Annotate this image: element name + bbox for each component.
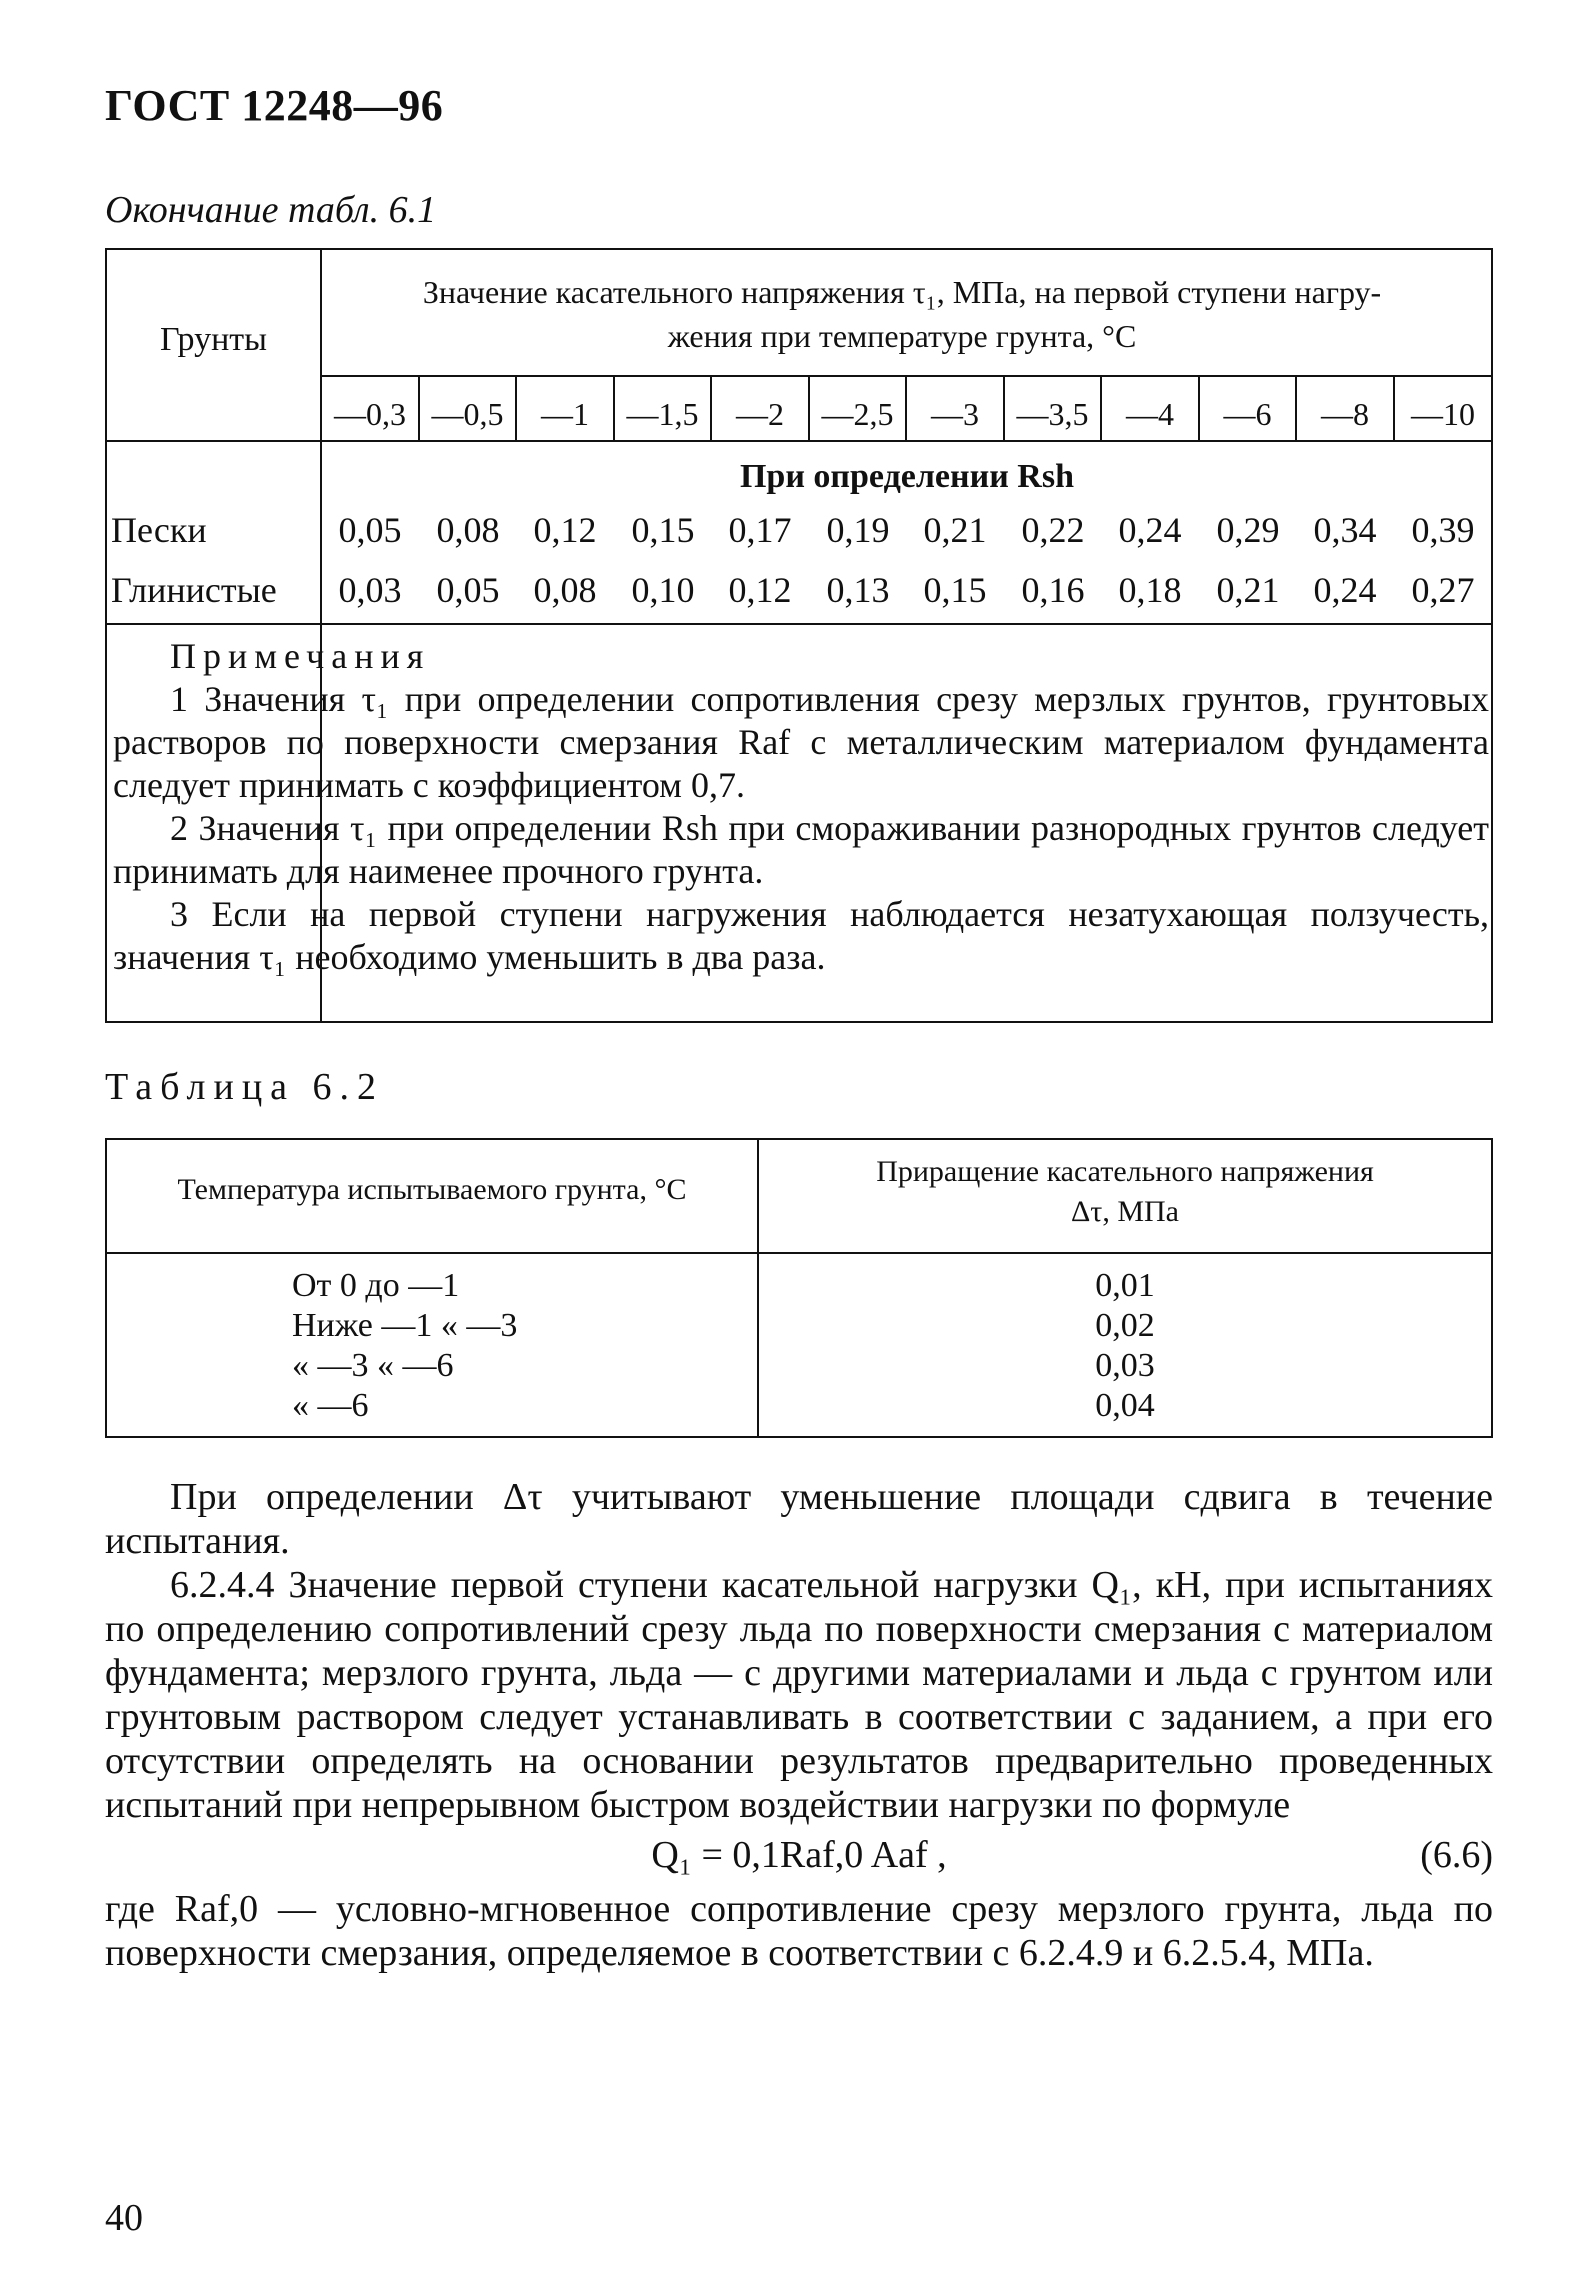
temperature-range-cell: От 0 до —1 [292,1267,460,1304]
delta-column-header [759,1152,1491,1232]
delta-value-cell: 0,04 [1095,1387,1155,1424]
temperature-header: —8 [1321,396,1369,432]
tau-value-cell: 0,15 [631,510,695,550]
tau-value-cell: 0,05 [436,570,500,610]
tau-value-cell: 0,21 [923,510,987,550]
formula-number: (6.6) [1420,1834,1493,1876]
tau-value-cell: 0,08 [436,510,500,550]
temperature-header: —6 [1223,396,1272,432]
tau-value-cell: 0,29 [1216,510,1280,550]
table-divider [107,440,1491,442]
soils-column-header: Грунты [160,321,267,358]
temperature-header: —2,5 [821,396,894,432]
paragraph: 6.2.4.4 Значение первой ступени касательной нагрузки Q₁, кН, при испытаниях по определению сопротивлений срезу льда по поверхности смерзания с материалом фундамента; мерзлого грунта, льда — с другими материалами и льда с грунтом или грунтовым раствором следует устанавливать в соответствии с заданием, а при его отсутствии определять на основании результатов предварительно проведенных испытаний при непрерывном быстром воздействии нагрузки по формуле [105,1564,1493,1826]
table-notes [113,635,1489,979]
tau-value-cell: 0,12 [533,510,597,550]
tau-value-cell: 0,18 [1118,570,1182,610]
tau-value-cell: 0,03 [338,570,402,610]
temperature-header: —3 [931,396,979,432]
delta-header-line-1: Приращение касательного напряжения [876,1155,1374,1188]
soil-row-label: Глинистые [111,570,277,610]
paragraph: где Raf,0 — условно-мгновенное сопротивление срезу мерзлого грунта, льда по поверхности смерзания, определяемое в соответствии с 6.2.4.9 и 6.2.5.4, МПа. [105,1888,1493,1974]
note-item: 2 Значения τ₁ при определении Rsh при смораживании разнородных грунтов следует принимать для наименее прочного грунта. [113,808,1489,891]
tau-value-cell: 0,16 [1021,570,1085,610]
section-label-rsh: При определении Rsh [739,458,1074,495]
note-item: 3 Если на первой ступени нагружения наблюдается незатухающая ползучесть, значения τ₁ необходимо уменьшить в два раза. [113,894,1489,977]
delta-value-cell: 0,01 [1095,1267,1155,1304]
tau-value-cell: 0,21 [1216,570,1280,610]
body-text [105,1475,1493,1975]
tau-value-cell: 0,27 [1411,570,1475,610]
temperature-header: —1,5 [626,396,699,432]
table-divider [107,1252,1491,1254]
table-6-2 [105,1138,1493,1438]
table-6-1 [105,248,1493,1023]
tau-value-cell: 0,08 [533,570,597,610]
temperature-header: —3,5 [1016,396,1089,432]
temperature-header: —0,3 [334,396,406,432]
tau-value-cell: 0,24 [1313,570,1377,610]
tau-value-cell: 0,22 [1021,510,1085,550]
tau-value-header [322,270,1482,358]
table-6-1-continuation-caption: Окончание табл. 6.1 [105,189,437,231]
tau-value-cell: 0,05 [338,510,402,550]
tau-header-line-1: Значение касательного напряжения τ₁, МПа, на первой ступени нагру- [422,274,1382,310]
tau-value-cell: 0,12 [728,570,792,610]
tau-value-cell: 0,15 [923,570,987,610]
temperature-column-header: Температура испытываемого грунта, °С [177,1173,687,1206]
temperature-range-cell: Ниже —1 « —3 [292,1307,518,1344]
tau-value-cell: 0,39 [1411,510,1475,550]
formula-6-6 [105,1827,1493,1887]
document-code: ГОСТ 12248—96 [105,81,444,130]
temperature-header: —4 [1126,396,1174,432]
formula-expression: Q₁ = 0,1Raf,0 Aaf , [651,1834,947,1876]
tau-value-cell: 0,34 [1313,510,1377,550]
tau-value-cell: 0,19 [826,510,890,550]
temperature-range-cell: « —3 « —6 [292,1347,454,1384]
temperature-header: —2 [736,396,784,432]
tau-value-cell: 0,10 [631,570,695,610]
tau-value-cell: 0,17 [728,510,792,550]
table-divider [107,623,1491,625]
temperature-header: —10 [1411,396,1475,432]
temperature-header: —0,5 [431,396,504,432]
tau-value-cell: 0,24 [1118,510,1182,550]
page-number: 40 [105,2197,143,2239]
temperature-range-cell: « —6 [292,1387,369,1424]
delta-value-cell: 0,03 [1095,1347,1155,1384]
note-item: 1 Значения τ₁ при определении сопротивления срезу мерзлых грунтов, грунтовых растворов по поверхности смерзания Raf с металлическим материалом фундамента следует принимать с коэффициентом 0,7. [113,679,1489,805]
delta-value-cell: 0,02 [1095,1307,1155,1344]
tau-value-cell: 0,13 [826,570,890,610]
soil-row-label: Пески [111,510,207,550]
paragraph: При определении Δτ учитывают уменьшение площади сдвига в течение испытания. [105,1476,1493,1562]
notes-title: Примечания [170,636,431,676]
table-6-2-caption: Таблица 6.2 [105,1066,385,1108]
temperature-header: —1 [541,396,589,432]
delta-header-line-2: Δτ, МПа [1070,1195,1179,1228]
tau-header-line-2: жения при температуре грунта, °С [667,318,1137,354]
